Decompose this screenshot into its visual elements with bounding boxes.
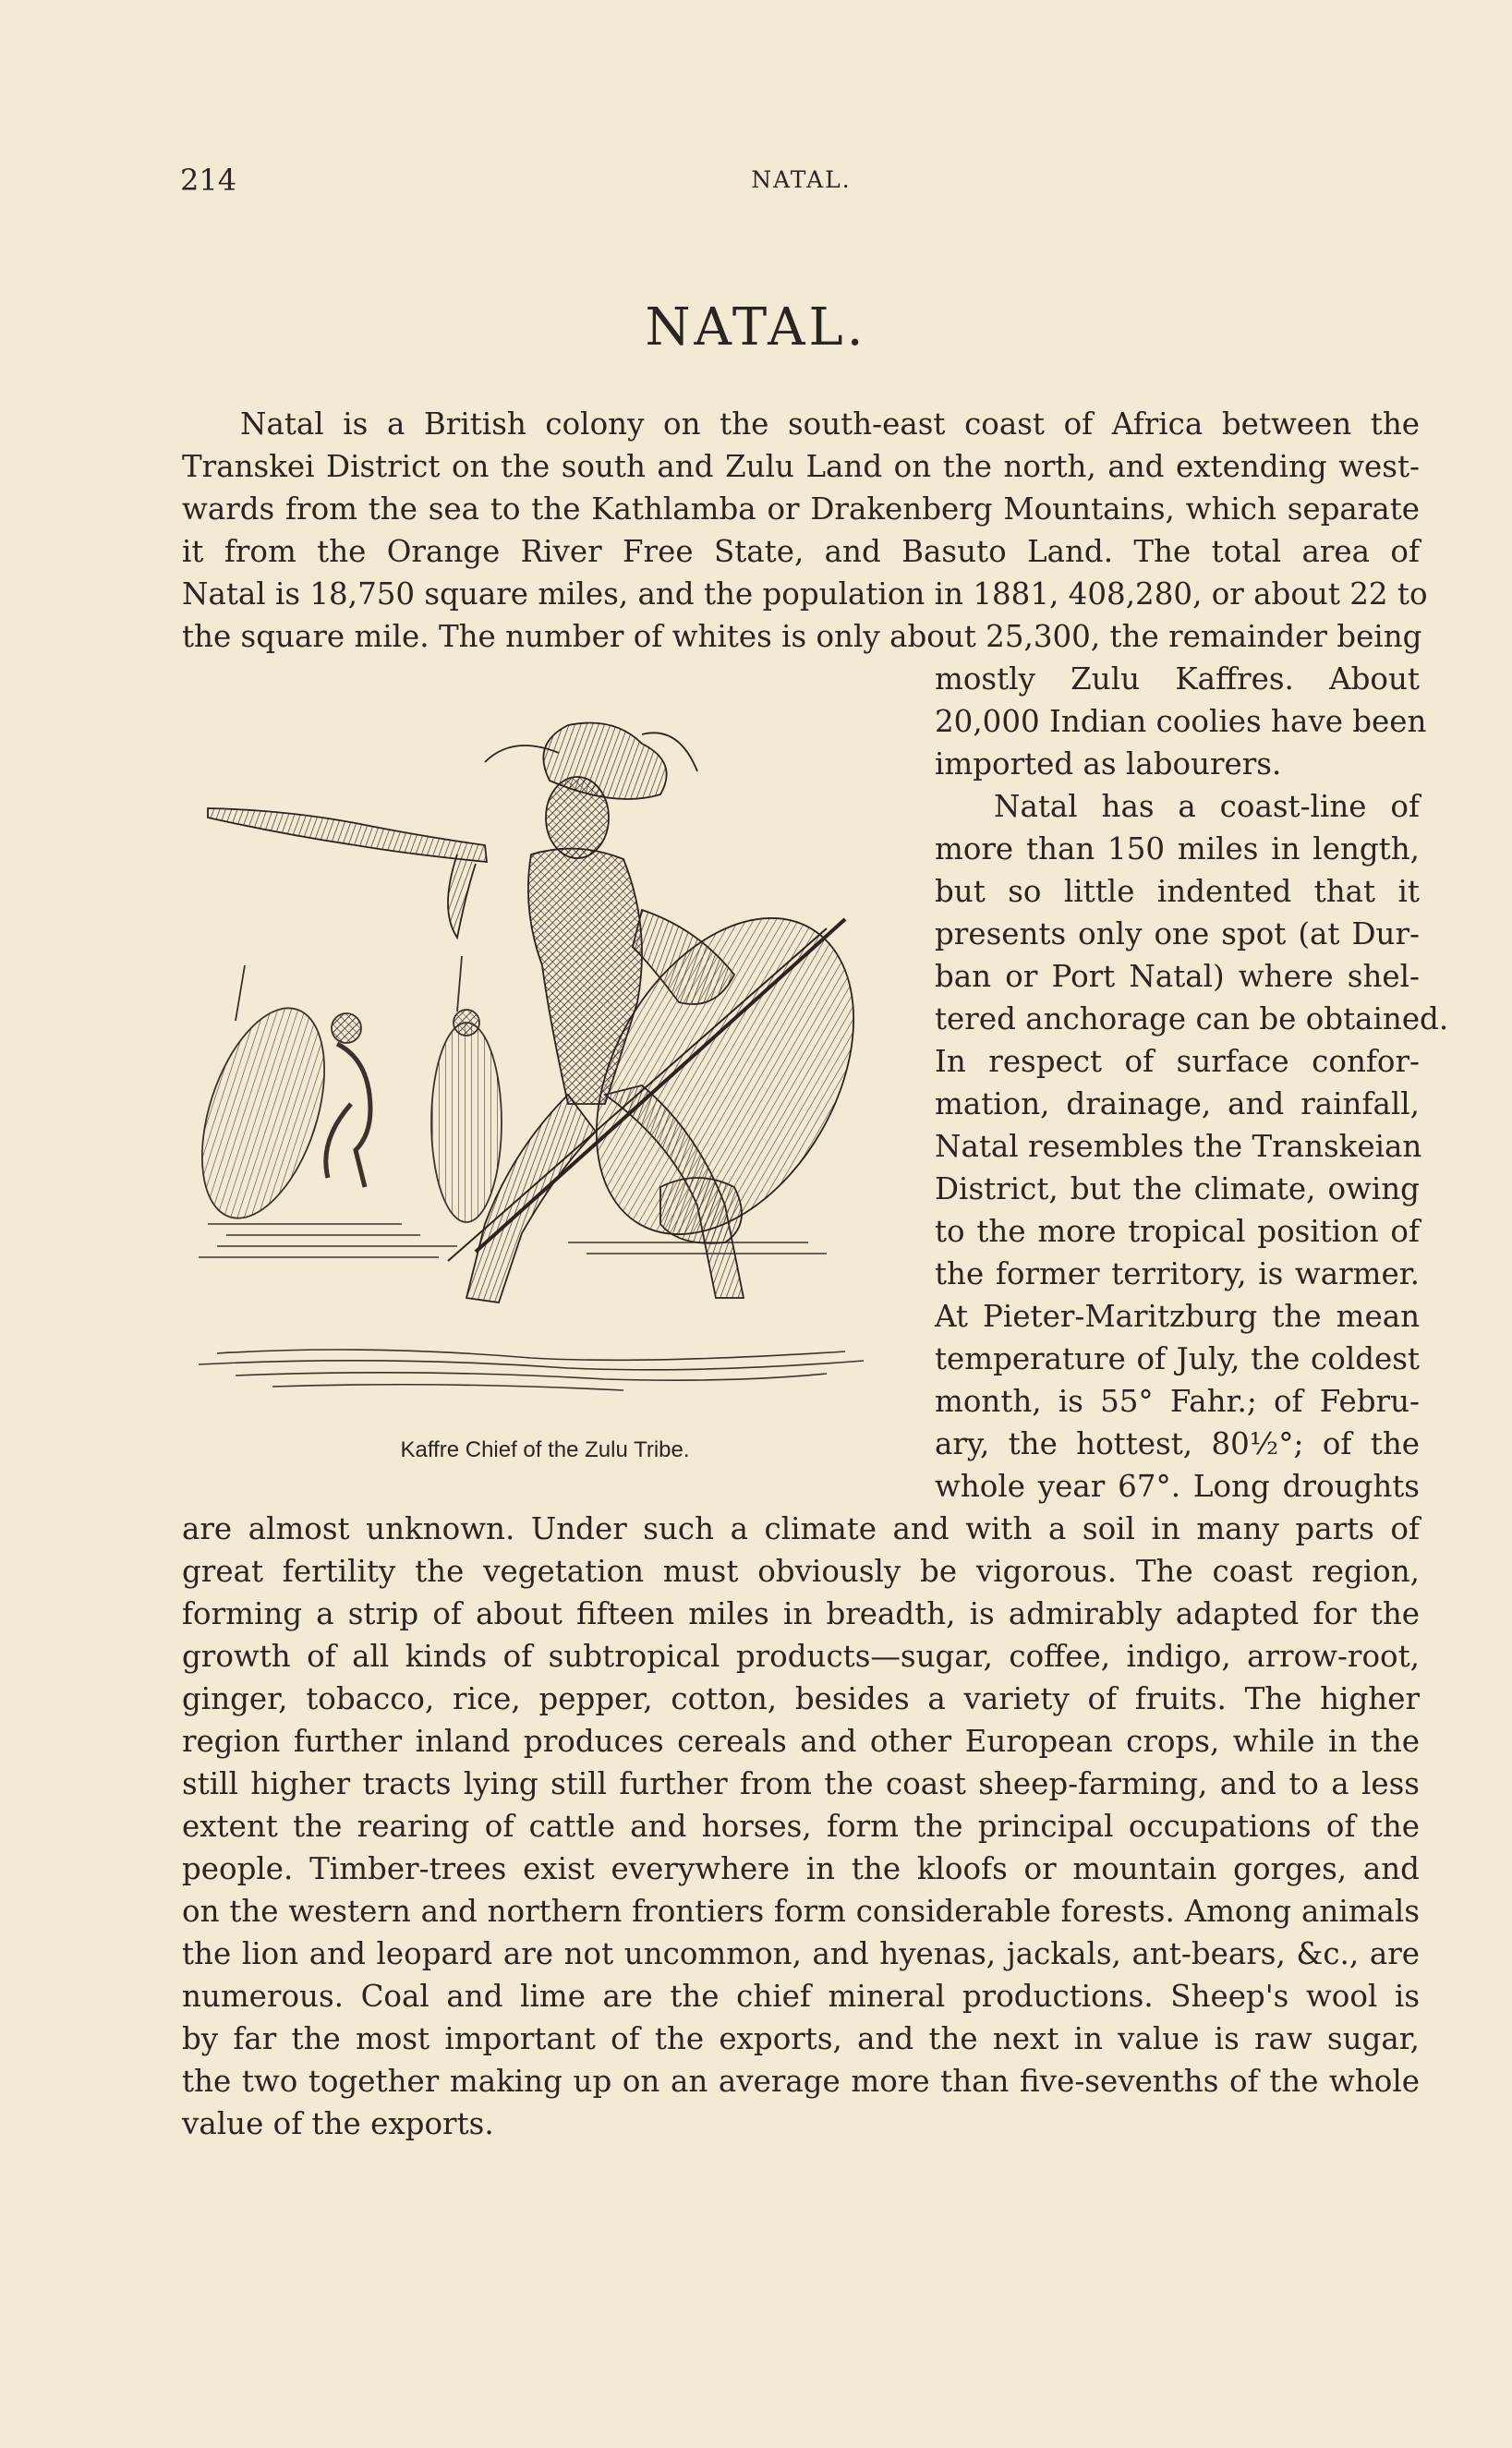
text-line: the former territory, is warmer. — [935, 1256, 1420, 1291]
text-line: whole year 67°. Long droughts — [935, 1469, 1420, 1504]
text-line: temperature of July, the coldest — [935, 1341, 1420, 1376]
text-line: Transkei District on the south and Zulu Land on the north, and extending west- — [182, 449, 1420, 484]
text-line: Natal is 18,750 square miles, and the population in 1881, 408,280, or about 22 to — [182, 576, 1428, 612]
middle-warrior — [431, 956, 502, 1222]
text-line: growth of all kinds of subtropical products—sugar, coffee, indigo, arrow-root, — [182, 1639, 1420, 1674]
engraving-illustration — [180, 707, 910, 1418]
text-line: still higher tracts lying still further from the coast sheep-farming, and to a less — [182, 1766, 1420, 1801]
text-line: tered anchorage can be obtained. — [935, 1001, 1449, 1036]
running-head — [180, 163, 1422, 209]
text-line: to the more tropical position of — [935, 1214, 1420, 1249]
text-line: the two together making up on an average more than five-sevenths of the whole — [182, 2064, 1420, 2099]
text-line: region further inland produces cereals and other European crops, while in the — [182, 1724, 1420, 1759]
text-line: 20,000 Indian coolies have been — [935, 704, 1427, 739]
text-line: mation, drainage, and rainfall, — [935, 1086, 1420, 1121]
text-line: Natal is a British colony on the south-east coast of Africa between the — [240, 406, 1420, 442]
text-line: but so little indented that it — [935, 874, 1420, 909]
text-line: Natal resembles the Transkeian — [935, 1129, 1422, 1164]
text-line: mostly Zulu Kaffres. About — [935, 661, 1420, 697]
text-line: month, is 55° Fahr.; of Febru- — [935, 1384, 1420, 1419]
text-line: numerous. Coal and lime are the chief mineral productions. Sheep's wool is — [182, 1979, 1420, 2014]
text-line: ary, the hottest, 80½°; of the — [935, 1426, 1420, 1461]
text-line: are almost unknown. Under such a climate and with a soil in many parts of — [182, 1511, 1420, 1546]
text-line: imported as labourers. — [935, 746, 1282, 782]
text-line: the square mile. The number of whites is only about 25,300, the remainder being — [182, 619, 1422, 654]
text-line: more than 150 miles in length, — [935, 831, 1420, 866]
text-line: At Pieter-Maritzburg the mean — [935, 1299, 1420, 1334]
text-line: people. Timber-trees exist everywhere in the kloofs or mountain gorges, and — [182, 1851, 1420, 1886]
text-line: value of the exports. — [182, 2106, 494, 2141]
text-line: wards from the sea to the Kathlamba or Drakenberg Mountains, which separate — [182, 491, 1420, 527]
text-line: forming a strip of about fifteen miles in breadth, is admirably adapted for the — [182, 1596, 1420, 1631]
text-line: ban or Port Natal) where shel- — [935, 959, 1420, 994]
text-line: In respect of surface confor- — [935, 1044, 1420, 1079]
chief-figure — [208, 723, 906, 1303]
left-warrior — [180, 965, 370, 1233]
running-title: NATAL. — [751, 166, 852, 193]
text-line: extent the rearing of cattle and horses, form the principal occupations of the — [182, 1809, 1420, 1844]
text-line: by far the most important of the exports, and the next in value is raw sugar, — [182, 2021, 1420, 2056]
page-number: 214 — [180, 163, 237, 198]
text-line: on the western and northern frontiers form considerable forests. Among animals — [182, 1894, 1420, 1929]
text-line: it from the Orange River Free State, and Basuto Land. The total area of — [182, 534, 1420, 569]
engraving-zulu-chief — [180, 707, 910, 1418]
chapter-title: NATAL. — [645, 297, 867, 358]
figure-caption: Kaffre Chief of the Zulu Tribe. — [400, 1437, 690, 1462]
text-line: ginger, tobacco, rice, pepper, cotton, besides a variety of fruits. The higher — [182, 1681, 1420, 1716]
text-line: presents only one spot (at Dur- — [935, 916, 1420, 951]
text-line: great fertility the vegetation must obviously be vigorous. The coast region, — [182, 1554, 1420, 1589]
text-line: Natal has a coast-line of — [994, 789, 1420, 824]
text-line: the lion and leopard are not uncommon, and hyenas, jackals, ant-bears, &c., are — [182, 1936, 1420, 1971]
text-line: District, but the climate, owing — [935, 1171, 1420, 1206]
